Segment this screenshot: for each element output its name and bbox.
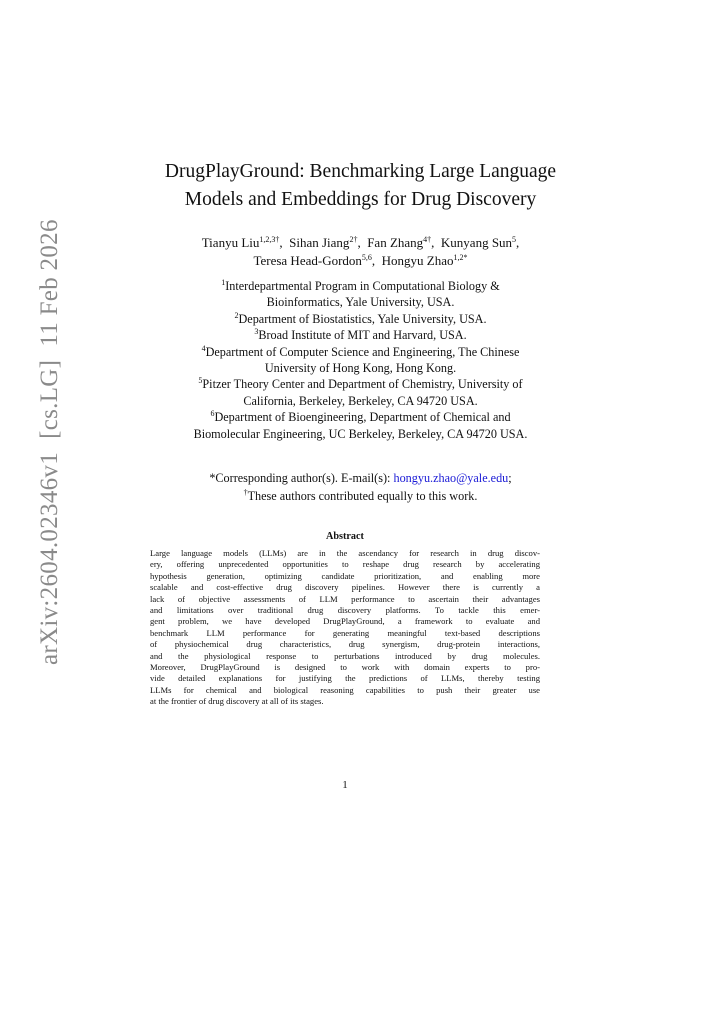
- author-affil-sup: 2†: [349, 235, 358, 244]
- arxiv-sidebar-identifier: arXiv:2604.02346v1 [cs.LG] 11 Feb 2026: [36, 219, 63, 665]
- affiliation-1: [0, 278, 721, 311]
- author-affil-sup: 5,6: [361, 253, 372, 262]
- abstract-line: ery, offering unprecedented opportunities to reshape drug research by accelerating: [150, 559, 540, 570]
- equal-contribution-line: [0, 487, 721, 505]
- affiliation-2: [0, 311, 721, 327]
- affiliation-sup: 6: [210, 409, 215, 419]
- affiliation-text: California, Berkeley, Berkeley, CA 94720 USA.: [243, 393, 478, 408]
- affiliation-list: [0, 278, 721, 442]
- affiliation-text: University of Hong Kong, Hong Kong.: [264, 361, 457, 376]
- abstract-line: Moreover, DrugPlayGround is designed to work with domain experts to pro-: [150, 662, 540, 673]
- abstract-line: at the frontier of drug discovery at all of its stages.: [150, 696, 324, 707]
- corresponding-author-line: [0, 469, 721, 487]
- affiliation-sup: 5: [198, 376, 203, 386]
- affiliation-4: [0, 344, 721, 377]
- author-name: Kunyang Sun: [440, 235, 513, 250]
- author-name: Fan Zhang: [367, 235, 424, 250]
- abstract-line: benchmark LLM performance for generating meaningful text-based descriptions: [150, 627, 540, 638]
- affiliation-sup: 2: [234, 310, 239, 320]
- abstract-heading: Abstract: [326, 531, 364, 542]
- affiliation-6: [0, 409, 721, 442]
- abstract-line: hypothesis generation, optimizing candidate prioritization, and enabling more: [150, 570, 540, 581]
- affiliation-text: Department of Bioengineering, Department of Chemical and: [214, 410, 511, 425]
- correspondence-block: [0, 469, 721, 505]
- correspondence-prefix: *Corresponding author(s). E-mail(s):: [209, 471, 394, 485]
- abstract-line: and limitations over traditional drug discovery platforms. To tackle this emer-: [150, 605, 540, 616]
- abstract-line: gent problem, we have developed DrugPlayGround, a framework to evaluate and: [150, 616, 540, 627]
- author-affil-sup: 1,2*: [453, 253, 468, 262]
- affiliation-5: [0, 376, 721, 409]
- page-number: 1: [342, 779, 348, 791]
- affiliation-text: Broad Institute of MIT and Harvard, USA.: [258, 328, 467, 343]
- affiliation-3: [0, 327, 721, 343]
- title-line-1: DrugPlayGround: Benchmarking Large Language: [164, 161, 557, 182]
- abstract-line: LLMs for chemical and biological reasoning capabilities to push their greater use: [150, 684, 540, 695]
- abstract-line: and the physiological response to perturbations introduced by drug molecules.: [150, 650, 540, 661]
- author-name: Teresa Head-Gordon: [253, 253, 362, 268]
- affiliation-text: Department of Computer Science and Engineering, The Chinese: [205, 344, 520, 359]
- author-affil-sup: 5: [512, 235, 517, 244]
- affiliation-text: Department of Biostatistics, Yale University, USA.: [238, 311, 487, 326]
- abstract-line: vide detailed explanations for justifying the predictions of LLMs, thereby testing: [150, 673, 540, 684]
- affiliation-sup: 1: [221, 278, 226, 287]
- abstract-line: of physiochemical drug characteristics, drug synergism, drug-protein interactions,: [150, 639, 540, 650]
- affiliation-sup: 3: [254, 327, 259, 337]
- author-affil-sup: 1,2,3†: [259, 235, 280, 244]
- abstract-line: Large language models (LLMs) are in the ascendancy for research in drug discov-: [150, 548, 540, 558]
- dagger-mark: †: [243, 488, 248, 497]
- affiliation-text: Interdepartmental Program in Computational Biology &: [225, 279, 500, 293]
- affiliation-text: Pitzer Theory Center and Department of Chemistry, University of: [202, 377, 523, 392]
- paper-title: [0, 158, 721, 214]
- email-link[interactable]: hongyu.zhao@yale.edu: [393, 471, 509, 485]
- author-list: [0, 234, 721, 270]
- equal-contribution-text: These authors contributed equally to this work.: [247, 489, 478, 503]
- title-line-2: Models and Embeddings for Drug Discovery: [184, 189, 537, 210]
- affiliation-sup: 4: [201, 343, 206, 353]
- author-name: Hongyu Zhao: [381, 253, 454, 268]
- abstract-line: lack of objective assessments of LLM performance to ascertain their advantages: [150, 593, 540, 604]
- correspondence-suffix: ;: [508, 471, 512, 485]
- abstract-body: [150, 548, 540, 708]
- author-name: Sihan Jiang: [289, 235, 350, 250]
- abstract-line: scalable and cost-effective drug discovery pipelines. However there is currently a: [150, 582, 540, 593]
- author-name: Tianyu Liu: [201, 235, 260, 250]
- author-affil-sup: 4†: [423, 235, 432, 244]
- affiliation-text: Biomolecular Engineering, UC Berkeley, Berkeley, CA 94720 USA.: [193, 426, 528, 441]
- author-line-2: Teresa Head-Gordon$^{5,6}$, Hongyu Zhao$^{1,2*}$: [253, 253, 468, 268]
- affiliation-text: Bioinformatics, Yale University, USA.: [266, 295, 455, 310]
- author-line-1: Tianyu Liu$^{1,2,3\dagger}$, Sihan Jiang$^{2\dagger}$, Fan Zhang$^{4\dagger}$, Kunyang Sun$^5$,: [201, 235, 520, 250]
